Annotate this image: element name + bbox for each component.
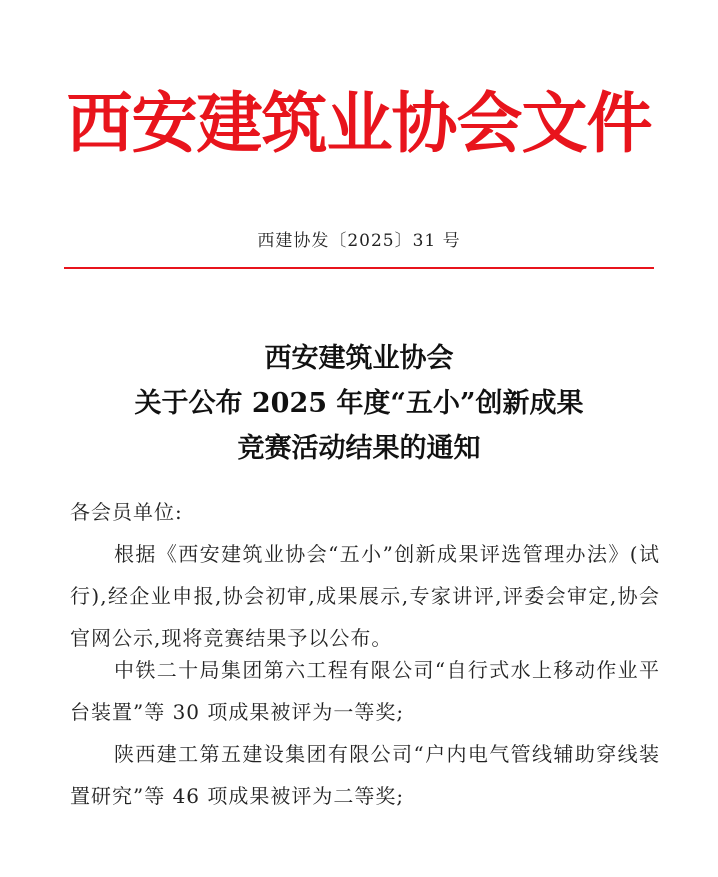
notice-title-line-1: 西安建筑业协会	[264, 343, 454, 374]
notice-title	[0, 336, 718, 471]
body-paragraph: 根据《西安建筑业协会“五小”创新成果评选管理办法》(试行),经企业申报,协会初审,成果展示,专家讲评,评委会审定,协会官网公示,现将竞赛结果予以公布。	[70, 542, 660, 650]
red-divider-line	[64, 267, 654, 269]
document-number: 西建协发〔2025〕31 号	[257, 231, 461, 251]
notice-title-line-3: 竞赛活动结果的通知	[237, 433, 481, 464]
body-paragraph: 中铁二十局集团第六工程有限公司“自行式水上移动作业平台装置”等 30 项成果被评为一等奖;	[70, 658, 660, 724]
letterhead-title: 西安建筑业协会文件	[66, 85, 652, 162]
salutation: 各会员单位:	[70, 500, 183, 524]
body-paragraph: 陕西建工第五建设集团有限公司“户内电气管线辅助穿线装置研究”等 46 项成果被评为二等奖;	[70, 742, 660, 808]
notice-title-line-2: 关于公布 2025 年度“五小”创新成果	[134, 388, 584, 419]
